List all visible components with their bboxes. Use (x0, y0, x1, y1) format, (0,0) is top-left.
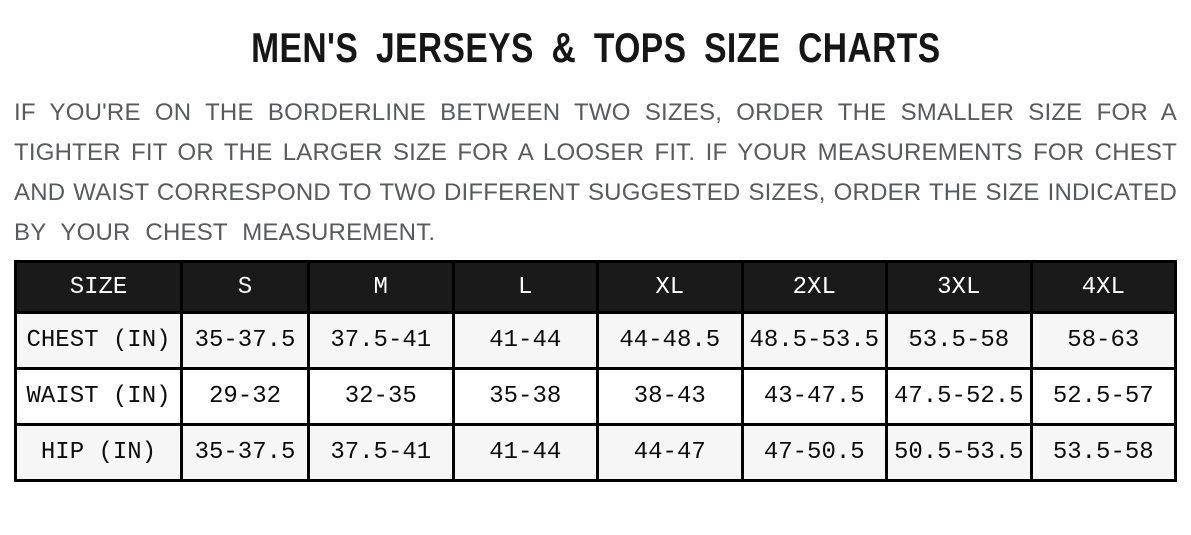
hip-value-l: 41-44 (453, 425, 598, 481)
page-title: MEN'S JERSEYS & TOPS SIZE CHARTS (250, 24, 941, 71)
header-cell-2xl: 2XL (742, 262, 887, 313)
chest-value-2xl: 48.5-53.5 (742, 313, 887, 369)
table-row-waist (16, 369, 1176, 425)
header-cell-m: M (309, 262, 454, 313)
chest-value-3xl: 53.5-58 (887, 313, 1032, 369)
header-cell-xl: XL (598, 262, 743, 313)
intro-paragraph (14, 93, 1177, 253)
size-chart-table (14, 260, 1177, 482)
chest-value-s: 35-37.5 (182, 313, 309, 369)
chest-value-xl: 44-48.5 (598, 313, 743, 369)
chest-value-m: 37.5-41 (309, 313, 454, 369)
intro-line-1: IF YOU'RE ON THE BORDERLINE BETWEEN TWO SIZES, ORDER THE SMALLER SIZE FOR A (14, 99, 1177, 126)
hip-value-4xl: 53.5-58 (1031, 425, 1176, 481)
intro-line-4: BY YOUR CHEST MEASUREMENT. (14, 219, 436, 246)
hip-value-2xl: 47-50.5 (742, 425, 887, 481)
hip-value-3xl: 50.5-53.5 (887, 425, 1032, 481)
table-row-hip (16, 425, 1176, 481)
waist-value-2xl: 43-47.5 (742, 369, 887, 425)
header-cell-s: S (182, 262, 309, 313)
table-row-chest (16, 313, 1176, 369)
row-label-chest: CHEST (IN) (16, 313, 182, 369)
intro-line-2: TIGHTER FIT OR THE LARGER SIZE FOR A LOOSER FIT. IF YOUR MEASUREMENTS FOR CHEST (14, 139, 1177, 166)
page-title-container (14, 25, 1177, 71)
intro-line-3: AND WAIST CORRESPOND TO TWO DIFFERENT SUGGESTED SIZES, ORDER THE SIZE INDICATED (14, 179, 1177, 206)
chest-value-l: 41-44 (453, 313, 598, 369)
row-label-waist: WAIST (IN) (16, 369, 182, 425)
header-cell-l: L (453, 262, 598, 313)
hip-value-s: 35-37.5 (182, 425, 309, 481)
header-cell-size: SIZE (16, 262, 182, 313)
hip-value-m: 37.5-41 (309, 425, 454, 481)
header-cell-3xl: 3XL (887, 262, 1032, 313)
table-header-row (16, 262, 1176, 313)
row-label-hip: HIP (IN) (16, 425, 182, 481)
waist-value-l: 35-38 (453, 369, 598, 425)
size-chart-page (0, 25, 1191, 482)
waist-value-3xl: 47.5-52.5 (887, 369, 1032, 425)
waist-value-xl: 38-43 (598, 369, 743, 425)
hip-value-xl: 44-47 (598, 425, 743, 481)
header-cell-4xl: 4XL (1031, 262, 1176, 313)
chest-value-4xl: 58-63 (1031, 313, 1176, 369)
waist-value-4xl: 52.5-57 (1031, 369, 1176, 425)
waist-value-s: 29-32 (182, 369, 309, 425)
waist-value-m: 32-35 (309, 369, 454, 425)
